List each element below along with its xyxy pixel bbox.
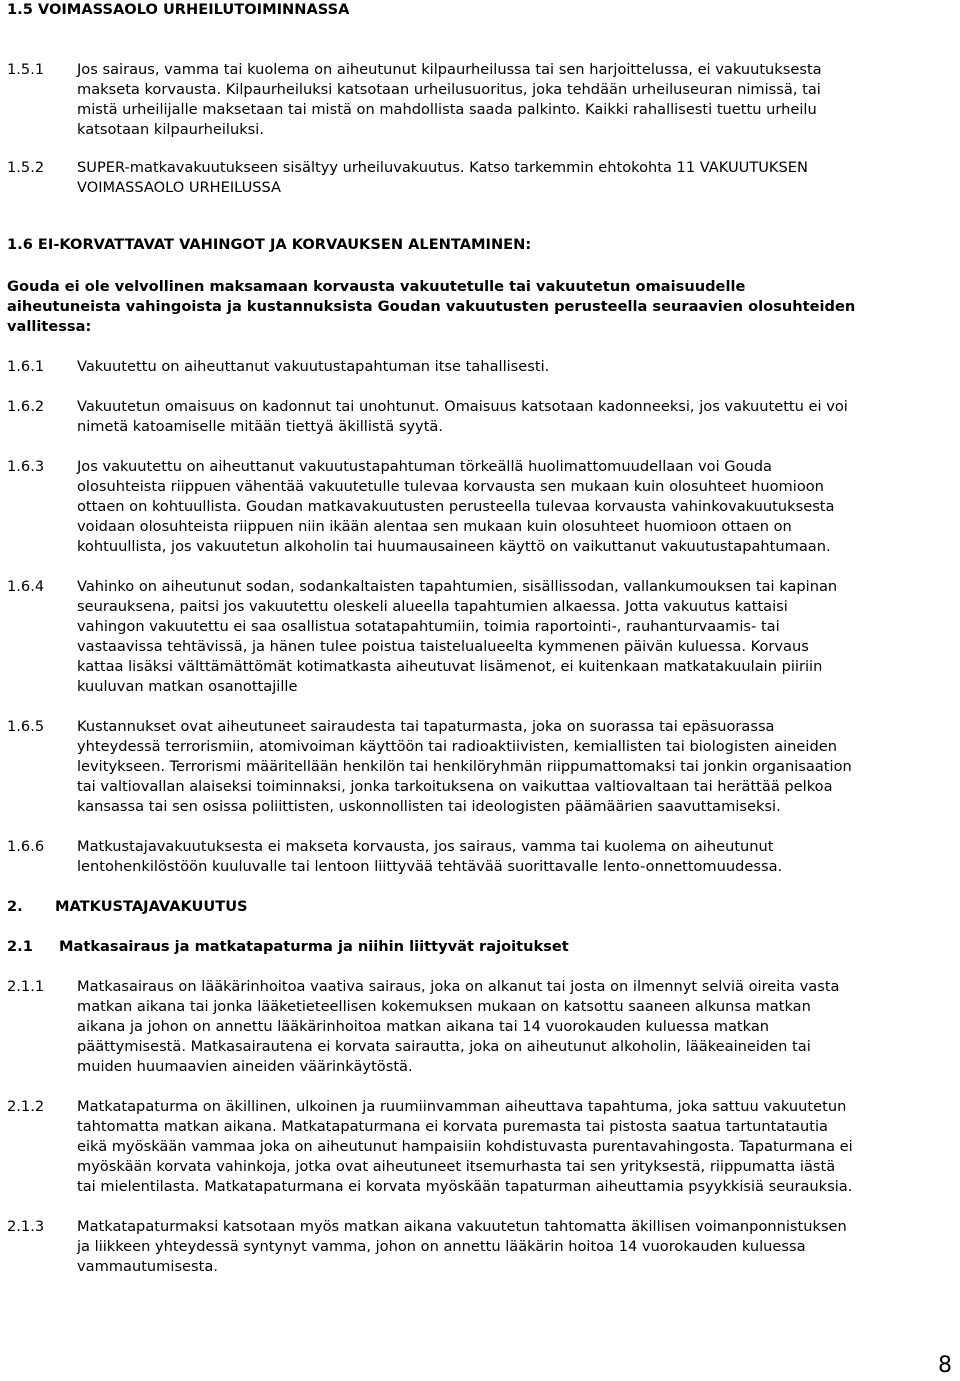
text-line: vastaavissa tehtävissä, ja hänen tulee poistua taistelualueelta kymmenen päivän kuluessa. Korvaus bbox=[77, 638, 809, 655]
text-line: eikä myöskään vammaa joka on aiheutunut hampaisiin kohdistuvasta purentavahingosta. Tapaturmana ei bbox=[77, 1138, 853, 1155]
text-line: yhteydessä terrorismiin, atomivoiman käyttöön tai radioaktiivisten, kemiallisten tai biologisten aineiden bbox=[77, 738, 837, 755]
clause-text bbox=[77, 397, 957, 437]
clause-text bbox=[77, 60, 957, 140]
clause-number: 1.5.1 bbox=[7, 61, 45, 78]
section-heading-1-5: 1.5 VOIMASSAOLO URHEILUTOIMINNASSA bbox=[7, 1, 350, 18]
clause-text bbox=[77, 577, 957, 697]
text-line: kuuluvan matkan osanottajille bbox=[77, 678, 298, 695]
text-line: ottaen on kohtuullista. Goudan matkavakuutusten perusteella tulevaa korvausta vahinkovakuutuksesta bbox=[77, 498, 835, 515]
text-line: voidaan olosuhteista riippuen niin ikään alentaa sen mukaan kuin olosuhteet huomioon ottaen on bbox=[77, 518, 792, 535]
text-line: VOIMASSAOLO URHEILUSSA bbox=[77, 179, 282, 196]
subsection-title: Matkasairaus ja matkatapaturma ja niihin liittyvät rajoitukset bbox=[59, 938, 569, 955]
clause-number: 2.1.2 bbox=[7, 1098, 45, 1115]
text-line: Jos vakuutettu on aiheuttanut vakuutustapahtuman törkeällä huolimattomuudellaan voi Gouda bbox=[77, 458, 772, 475]
clause-text bbox=[77, 457, 957, 557]
clause-number: 1.6.5 bbox=[7, 718, 45, 735]
text-line: ja liikkeen yhteydessä syntynyt vamma, johon on annettu lääkärin hoitoa 14 vuorokauden kuluessa bbox=[77, 1238, 806, 1255]
clause-number: 1.6.4 bbox=[7, 578, 45, 595]
text-line: mistä urheilijalle maksetaan tai mistä on mahdollista saada palkinto. Kaikki rahallisesti tuettu urheilu bbox=[77, 101, 817, 118]
clause-number: 1.5.2 bbox=[7, 159, 45, 176]
text-line: makseta korvausta. Kilpaurheiluksi katsotaan urheilusuoritus, joka tehdään urheiluseuran nimissä, tai bbox=[77, 81, 821, 98]
text-line: vallitessa: bbox=[7, 318, 92, 335]
clause-number: 2.1.3 bbox=[7, 1218, 45, 1235]
clause-text bbox=[77, 1097, 957, 1197]
text-line: SUPER-matkavakuutukseen sisältyy urheiluvakuutus. Katso tarkemmin ehtokohta 11 VAKUUTUKSEN bbox=[77, 159, 808, 176]
text-line: tai mielentilasta. Matkatapaturmana ei korvata myöskään tapaturman aiheuttamia psyykkisiä seurauksia. bbox=[77, 1178, 853, 1195]
text-line: lentohenkilöstöön kuuluvalle tai lentoon liittyvää tehtävää suorittavalle lento-onnettomuudessa. bbox=[77, 858, 783, 875]
text-line: muiden huumaavien aineiden väärinkäytöstä. bbox=[77, 1058, 413, 1075]
text-line: Kustannukset ovat aiheutuneet sairaudesta tai tapaturmasta, joka on suorassa tai epäsuorassa bbox=[77, 718, 775, 735]
text-line: vahingon vakuutettu ei saa osallistua sotatapahtumiin, toimia raportointi-, rauhanturvaamis- tai bbox=[77, 618, 780, 635]
section-number: 2. bbox=[7, 898, 23, 915]
text-line: kansassa tai sen osissa poliittisten, uskonnollisten tai ideologisten päämäärien saavuttamiseksi. bbox=[77, 798, 781, 815]
text-line: tahtomatta matkan aikana. Matkatapaturmana ei korvata puremasta tai pistosta saatua tartuntatautia bbox=[77, 1118, 828, 1135]
clause-text bbox=[77, 1217, 957, 1277]
text-line: Vakuutettu on aiheuttanut vakuutustapahtuman itse tahallisesti. bbox=[77, 358, 550, 375]
text-line: seurauksena, paitsi jos vakuutettu oleskeli alueella tapahtumien alkaessa. Jotta vakuutus kattaisi bbox=[77, 598, 788, 615]
clause-number: 1.6.2 bbox=[7, 398, 45, 415]
clause-number: 1.6.3 bbox=[7, 458, 45, 475]
text-line: Matkatapaturma on äkillinen, ulkoinen ja ruumiinvamman aiheuttava tapahtuma, joka sattuu vakuutetun bbox=[77, 1098, 847, 1115]
text-line: kattaa lisäksi välttämättömät kotimatkasta aiheutuvat lisämenot, ei kuitenkaan matkatakuulain piiriin bbox=[77, 658, 823, 675]
text-line: tai valtiovallan alaiseksi toiminnaksi, jonka tarkoituksena on vaikuttaa valtiovaltaan tai herättää pelkoa bbox=[77, 778, 833, 795]
clause-text bbox=[77, 977, 957, 1077]
text-line: matkan aikana tai jonka lääketieteellisen kokemuksen mukaan on katsottu saaneen alkunsa matkan bbox=[77, 998, 811, 1015]
text-line: Vahinko on aiheutunut sodan, sodankaltaisten tapahtumien, sisällissodan, vallankumouksen tai kapinan bbox=[77, 578, 838, 595]
clause-text bbox=[77, 158, 957, 198]
text-line: kohtuullista, jos vakuutetun alkoholin tai huumausaineen käyttö on vaikuttanut vakuutustapahtumaan. bbox=[77, 538, 831, 555]
clause-number: 2.1.1 bbox=[7, 978, 45, 995]
section-1-6-intro bbox=[7, 277, 955, 337]
subsection-number: 2.1 bbox=[7, 938, 33, 955]
text-line: aiheutuneista vahingoista ja kustannuksista Goudan vakuutusten perusteella seuraavien olosuhteiden bbox=[7, 298, 856, 315]
section-heading-1-6: 1.6 EI-KORVATTAVAT VAHINGOT JA KORVAUKSEN ALENTAMINEN: bbox=[7, 236, 532, 253]
clause-text bbox=[77, 837, 957, 877]
text-line: katsotaan kilpaurheiluksi. bbox=[77, 121, 264, 138]
text-line: nimetä katoamiselle mitään tiettyä äkillistä syytä. bbox=[77, 418, 443, 435]
text-line: myöskään korvata vahinkoja, jotka ovat aiheutuneet itsemurhasta tai sen yrityksestä, riippumatta iästä bbox=[77, 1158, 836, 1175]
clause-number: 1.6.1 bbox=[7, 358, 45, 375]
text-line: levitykseen. Terrorismi määritellään henkilön tai henkilöryhmän riippumattomaksi tai jonkin organisaation bbox=[77, 758, 852, 775]
text-line: Gouda ei ole velvollinen maksamaan korvausta vakuutetulle tai vakuutetun omaisuudelle bbox=[7, 278, 746, 295]
text-line: Matkustajavakuutuksesta ei makseta korvausta, jos sairaus, vamma tai kuolema on aiheutunut bbox=[77, 838, 774, 855]
page-number: 8 bbox=[938, 1353, 952, 1378]
text-line: Matkatapaturmaksi katsotaan myös matkan aikana vakuutetun tahtomatta äkillisen voimanponnistuksen bbox=[77, 1218, 847, 1235]
section-title: MATKUSTAJAVAKUUTUS bbox=[55, 898, 248, 915]
clause-number: 1.6.6 bbox=[7, 838, 45, 855]
text-line: aikana ja johon on annettu lääkärinhoitoa matkan aikana tai 14 vuorokauden kuluessa matkan bbox=[77, 1018, 770, 1035]
text-line: vammautumisesta. bbox=[77, 1258, 218, 1275]
text-line: Vakuutetun omaisuus on kadonnut tai unohtunut. Omaisuus katsotaan kadonneeksi, jos vakuutettu ei voi bbox=[77, 398, 848, 415]
clause-text bbox=[77, 717, 957, 817]
text-line: Matkasairaus on lääkärinhoitoa vaativa sairaus, joka on alkanut tai josta on ilmennyt selviä oireita vasta bbox=[77, 978, 840, 995]
clause-text bbox=[77, 357, 957, 377]
text-line: Jos sairaus, vamma tai kuolema on aiheutunut kilpaurheilussa tai sen harjoittelussa, ei vakuutuksesta bbox=[77, 61, 822, 78]
text-line: päättymisestä. Matkasairautena ei korvata sairautta, joka on aiheutunut alkoholin, lääkeaineiden tai bbox=[77, 1038, 811, 1055]
text-line: olosuhteista riippuen vähentää vakuutetulle tulevaa korvausta sen mukaan kuin olosuhteet huomioon bbox=[77, 478, 824, 495]
